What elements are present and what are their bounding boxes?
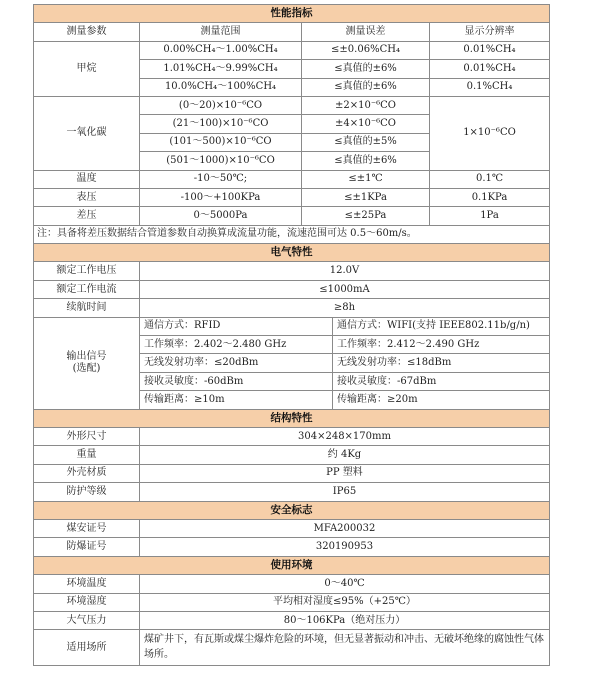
spec-label: 防护等级 [34,483,140,501]
spec-label: 防爆证号 [34,538,140,556]
environment-row [34,593,550,611]
usage-text: 煤矿井下，有瓦斯或煤尘爆炸危险的环境，但无显著振动和冲击、无破坏绝缘的腐蚀性气体场所。 [140,630,550,666]
output-wifi-spec: 接收灵敏度：-67dBm [333,372,550,390]
performance-note-row [34,225,550,243]
usage-label: 适用场所 [34,630,140,666]
output-signal-label-line2: (选配) [72,363,101,375]
section-performance-row [34,5,550,23]
section-title-safety: 安全标志 [34,501,550,519]
spec-value: ≤1000mA [140,280,550,298]
spec-value: 0～40℃ [140,575,550,593]
param-resolution: 0.1KPa [430,188,550,206]
diff-pressure-row [34,207,550,225]
methane-range: 10.0%CH₄～100%CH₄ [140,78,302,96]
section-electrical-row [34,244,550,262]
output-rfid-spec: 传输距离：≥10m [140,391,333,409]
spec-value: 约 4Kg [140,446,550,464]
co-error: ≤真值的±6% [302,152,430,170]
usage-row [34,630,550,666]
spec-value: 320190953 [140,538,550,556]
param-resolution: 0.1℃ [430,170,550,188]
spec-value: 80～106KPa（绝对压力） [140,611,550,629]
param-range: -10～50℃; [140,170,302,188]
co-resolution: 1×10⁻⁶CO [430,96,550,170]
temperature-row [34,170,550,188]
methane-range: 1.01%CH₄～9.99%CH₄ [140,60,302,78]
spec-table [33,4,550,666]
spec-value: 12.0V [140,262,550,280]
output-rfid-spec: 工作频率：2.402～2.480 GHz [140,336,333,354]
structure-row [34,446,550,464]
co-range: (101～500)×10⁻⁶CO [140,133,302,151]
co-error: ≤真值的±5% [302,133,430,151]
spec-label: 煤安证号 [34,519,140,537]
spec-value: 304×248×170mm [140,427,550,445]
output-rfid-spec: 接收灵敏度：-60dBm [140,372,333,390]
section-title-environment: 使用环境 [34,556,550,574]
methane-resolution: 0.01%CH₄ [430,60,550,78]
electrical-row [34,299,550,317]
section-title-performance: 性能指标 [34,5,550,23]
output-rfid-spec: 无线发射功率：≤20dBm [140,354,333,372]
header-resolution: 显示分辨率 [430,23,550,41]
co-range: (0～20)×10⁻⁶CO [140,96,302,114]
methane-resolution: 0.01%CH₄ [430,41,550,59]
structure-row [34,427,550,445]
structure-row [34,464,550,482]
environment-row [34,611,550,629]
spec-label: 外壳材质 [34,464,140,482]
param-label: 温度 [34,170,140,188]
co-row [34,96,550,114]
safety-row [34,519,550,537]
environment-row [34,575,550,593]
param-range: -100～+100KPa [140,188,302,206]
output-wifi-spec: 工作频率：2.412～2.490 GHz [333,336,550,354]
spec-value: IP65 [140,483,550,501]
electrical-row [34,262,550,280]
param-error: ≤±1℃ [302,170,430,188]
spec-label: 额定工作电流 [34,280,140,298]
section-structure-row [34,409,550,427]
spec-label: 大气压力 [34,611,140,629]
methane-row [34,41,550,59]
param-resolution: 1Pa [430,207,550,225]
output-wifi-spec: 无线发射功率：≤18dBm [333,354,550,372]
param-error: ≤±25Pa [302,207,430,225]
methane-label: 甲烷 [34,41,140,96]
spec-label: 环境温度 [34,575,140,593]
spec-value: 平均相对湿度≤95%（+25℃） [140,593,550,611]
co-error: ±2×10⁻⁶CO [302,96,430,114]
methane-error: ≤±0.06%CH₄ [302,41,430,59]
section-title-electrical: 电气特性 [34,244,550,262]
section-environment-row [34,556,550,574]
gauge-pressure-row [34,188,550,206]
electrical-row [34,280,550,298]
param-label: 表压 [34,188,140,206]
output-wifi-spec: 传输距离：≥20m [333,391,550,409]
spec-label: 重量 [34,446,140,464]
output-row [34,317,550,335]
co-error: ±4×10⁻⁶CO [302,115,430,133]
output-signal-label-line1: 输出信号 [66,351,107,363]
spec-label: 环境湿度 [34,593,140,611]
spec-label: 续航时间 [34,299,140,317]
output-signal-label [34,317,140,409]
methane-range: 0.00%CH₄～1.00%CH₄ [140,41,302,59]
methane-error: ≤真值的±6% [302,60,430,78]
performance-header-row [34,23,550,41]
param-error: ≤±1KPa [302,188,430,206]
methane-resolution: 0.1%CH₄ [430,78,550,96]
co-range: (501～1000)×10⁻⁶CO [140,152,302,170]
co-label: 一氧化碳 [34,96,140,170]
header-error: 测量误差 [302,23,430,41]
param-label: 差压 [34,207,140,225]
co-range: (21～100)×10⁻⁶CO [140,115,302,133]
param-range: 0～5000Pa [140,207,302,225]
methane-error: ≤真值的±6% [302,78,430,96]
spec-label: 额定工作电压 [34,262,140,280]
performance-note: 注：具备将差压数据结合管道参数自动换算成流量功能，流速范围可达 0.5～60m/s。 [34,225,550,243]
safety-row [34,538,550,556]
spec-value: MFA200032 [140,519,550,537]
output-rfid-spec: 通信方式：RFID [140,317,333,335]
spec-label: 外形尺寸 [34,427,140,445]
header-param: 测量参数 [34,23,140,41]
section-title-structure: 结构特性 [34,409,550,427]
spec-value: ≥8h [140,299,550,317]
structure-row [34,483,550,501]
spec-value: PP 塑料 [140,464,550,482]
output-wifi-spec: 通信方式：WIFI(支持 IEEE802.11b/g/n) [333,317,550,335]
header-range: 测量范围 [140,23,302,41]
section-safety-row [34,501,550,519]
